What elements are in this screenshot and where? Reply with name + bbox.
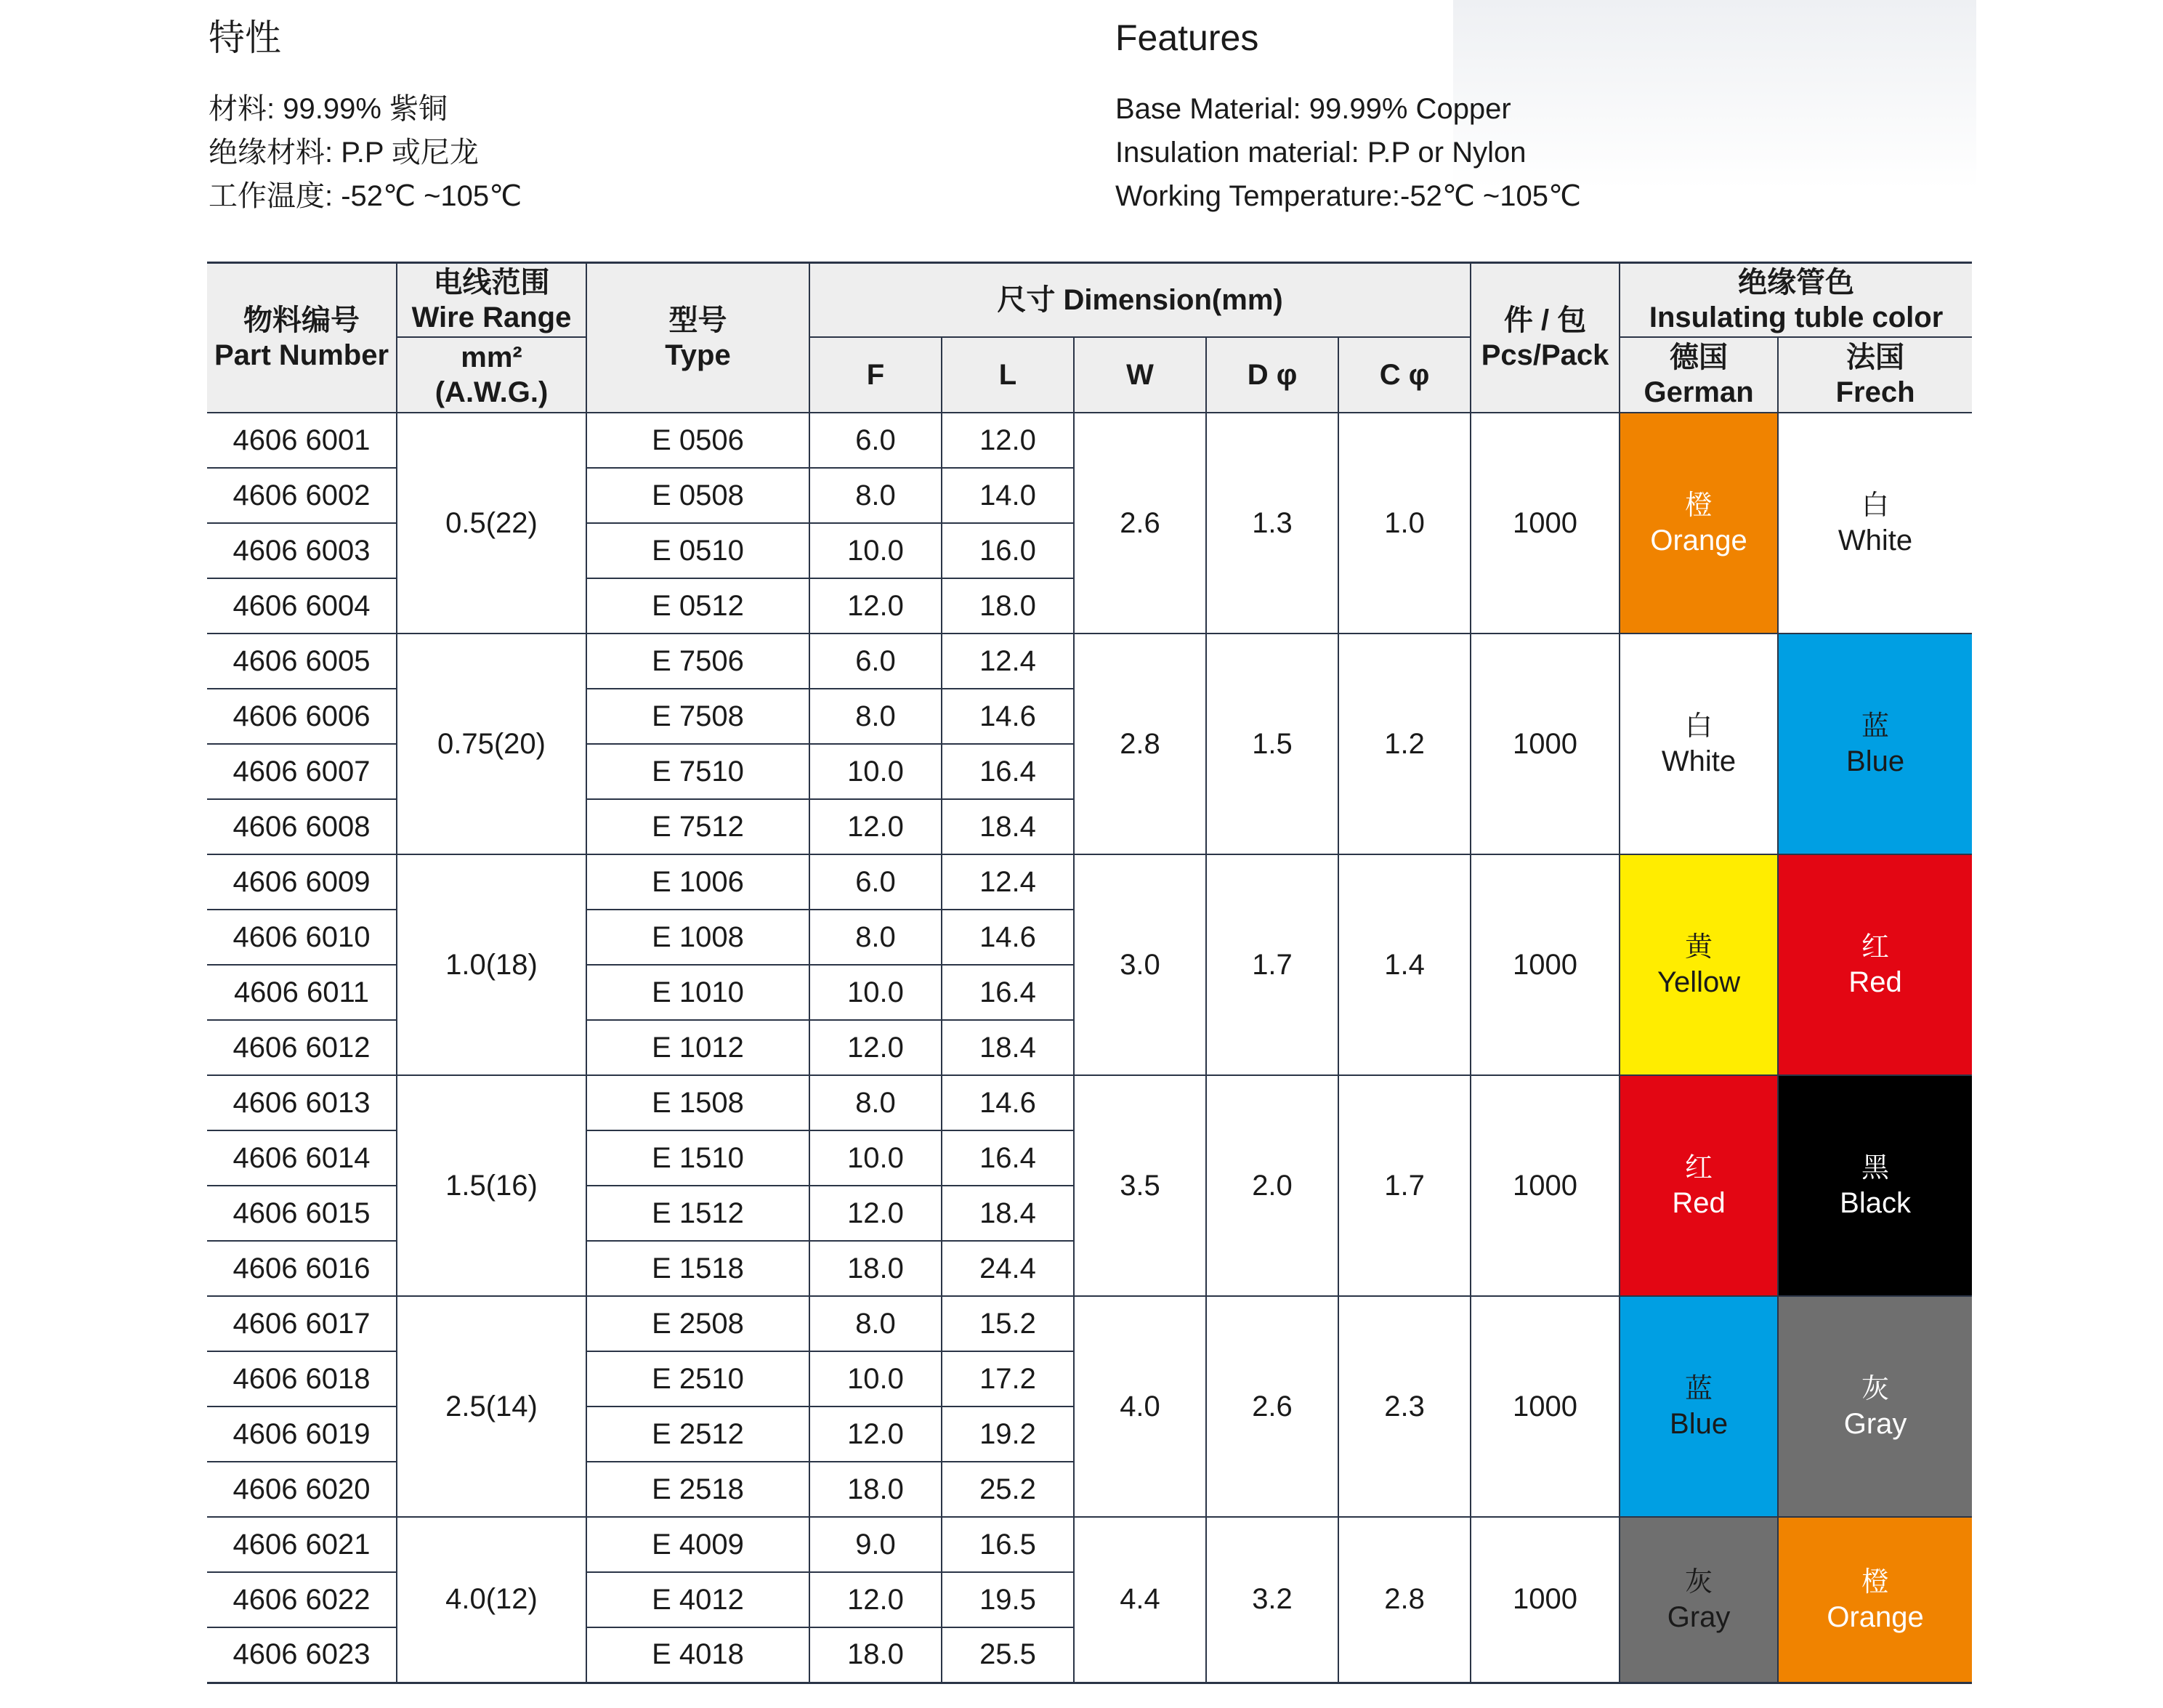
cell-dim-f: 6.0 [809,854,942,910]
cell-color-french [1778,634,1972,854]
color-name-cn: 黑 [1861,1153,1890,1183]
cell-type: E 1510 [586,1130,809,1186]
cell-type: E 0508 [586,468,809,523]
cell-wire-range: 4.0(12) [397,1517,586,1683]
cell-dim-l: 25.5 [942,1627,1074,1683]
cell-part-number: 4606 6005 [207,634,397,689]
header-insulating-color: 绝缘管色 Insulating tuble color [1620,263,1972,338]
cell-wire-range: 0.5(22) [397,413,586,634]
cell-dim-f: 10.0 [809,1130,942,1186]
cell-type: E 1006 [586,854,809,910]
cell-type: E 0506 [586,413,809,468]
cell-dim-d: 1.7 [1206,854,1338,1075]
color-name-cn: 灰 [1685,1566,1713,1598]
cell-dim-l: 14.6 [942,910,1074,965]
cell-dim-c: 1.7 [1338,1075,1471,1296]
cell-pcs-pack: 1000 [1471,1075,1620,1296]
color-name-cn: 红 [1861,932,1890,963]
header-part-number: 物料编号 Part Number [207,263,397,413]
cell-dim-l: 25.2 [942,1462,1074,1517]
color-name-en: White [1837,525,1913,556]
cell-color-german [1620,413,1778,634]
feature-line-material-cn: 材料: 99.99% 紫铜 [209,93,448,125]
color-name-en: Gray [1667,1600,1731,1633]
cell-dim-l: 14.0 [942,468,1074,523]
cell-part-number: 4606 6023 [207,1627,397,1683]
cell-dim-l: 19.2 [942,1407,1074,1462]
cell-part-number: 4606 6011 [207,965,397,1020]
header-wire-unit: mm² (A.W.G.) [397,337,586,413]
cell-part-number: 4606 6015 [207,1186,397,1241]
cell-dim-f: 18.0 [809,1627,942,1683]
cell-color-german [1620,1296,1778,1517]
cell-dim-l: 18.4 [942,1020,1074,1075]
cell-color-german [1620,854,1778,1075]
color-name-en: Gray [1843,1408,1907,1440]
feature-line-material-en: Base Material: 99.99% Copper [1115,93,1511,125]
cell-wire-range: 2.5(14) [397,1296,586,1517]
cell-dim-l: 17.2 [942,1351,1074,1407]
cell-dim-f: 18.0 [809,1241,942,1296]
header-dim-c: C φ [1338,337,1471,413]
header-dim-w: W [1074,337,1206,413]
cell-dim-d: 1.3 [1206,413,1338,634]
feature-line-insulation-cn: 绝缘材料: P.P 或尼龙 [209,137,479,169]
header-type: 型号 Type [586,263,809,413]
cell-dim-w: 2.8 [1074,634,1206,854]
cell-dim-c: 2.8 [1338,1517,1471,1683]
cell-color-french [1778,854,1972,1075]
cell-type: E 4009 [586,1517,809,1572]
cell-part-number: 4606 6008 [207,799,397,854]
cell-part-number: 4606 6007 [207,744,397,799]
cell-color-french [1778,1296,1972,1517]
cell-type: E 4012 [586,1572,809,1627]
color-name-en: Orange [1827,1600,1924,1633]
cell-dim-f: 12.0 [809,1020,942,1075]
cell-part-number: 4606 6016 [207,1241,397,1296]
cell-dim-w: 3.5 [1074,1075,1206,1296]
cell-pcs-pack: 1000 [1471,413,1620,634]
color-name-en: Red [1672,1187,1726,1219]
cell-type: E 1008 [586,910,809,965]
color-name-cn: 橙 [1861,1566,1890,1598]
cell-dim-l: 16.5 [942,1517,1074,1572]
cell-dim-w: 2.6 [1074,413,1206,634]
header-dim-f: F [809,337,942,413]
cell-dim-l: 19.5 [942,1572,1074,1627]
cell-dim-c: 2.3 [1338,1296,1471,1517]
color-name-en: White [1661,745,1737,777]
cell-part-number: 4606 6010 [207,910,397,965]
color-name-cn: 白 [1685,711,1713,742]
cell-dim-l: 12.4 [942,634,1074,689]
cell-dim-l: 18.0 [942,578,1074,634]
cell-part-number: 4606 6022 [207,1572,397,1627]
table-row [207,1517,1972,1572]
cell-dim-f: 10.0 [809,1351,942,1407]
cell-dim-f: 18.0 [809,1462,942,1517]
cell-part-number: 4606 6002 [207,468,397,523]
cell-dim-l: 24.4 [942,1241,1074,1296]
cell-dim-f: 12.0 [809,1572,942,1627]
cell-dim-f: 6.0 [809,413,942,468]
cell-dim-d: 3.2 [1206,1517,1338,1683]
cell-dim-w: 4.0 [1074,1296,1206,1517]
cell-part-number: 4606 6020 [207,1462,397,1517]
cell-dim-l: 16.4 [942,965,1074,1020]
cell-dim-f: 10.0 [809,523,942,578]
cell-type: E 7510 [586,744,809,799]
cell-type: E 1518 [586,1241,809,1296]
cell-type: E 2518 [586,1462,809,1517]
color-name-cn: 蓝 [1861,711,1890,742]
features-chinese [209,15,522,218]
cell-type: E 4018 [586,1627,809,1683]
header-wire-range: 电线范围 Wire Range [397,263,586,338]
cell-type: E 0512 [586,578,809,634]
cell-type: E 2512 [586,1407,809,1462]
cell-part-number: 4606 6019 [207,1407,397,1462]
table-row [207,1296,1972,1351]
cell-part-number: 4606 6013 [207,1075,397,1130]
features-title-en: Features [1115,17,1259,58]
header-german: 德国 German [1620,337,1778,413]
color-name-cn: 蓝 [1685,1374,1713,1404]
cell-type: E 7506 [586,634,809,689]
cell-dim-f: 12.0 [809,1186,942,1241]
header-french: 法国 Frech [1778,337,1972,413]
cell-dim-c: 1.0 [1338,413,1471,634]
cell-type: E 7508 [586,689,809,744]
cell-type: E 1010 [586,965,809,1020]
cell-dim-f: 8.0 [809,1296,942,1351]
cell-dim-f: 9.0 [809,1517,942,1572]
color-name-cn: 红 [1685,1153,1713,1183]
color-name-en: Red [1848,966,1902,998]
feature-line-temperature-cn: 工作温度: -52℃ ~105℃ [209,180,522,212]
cell-part-number: 4606 6017 [207,1296,397,1351]
cell-type: E 7512 [586,799,809,854]
cell-pcs-pack: 1000 [1471,854,1620,1075]
cell-color-french [1778,1517,1972,1683]
cell-dim-l: 12.4 [942,854,1074,910]
cell-part-number: 4606 6006 [207,689,397,744]
color-name-cn: 灰 [1861,1374,1890,1404]
cell-dim-c: 1.2 [1338,634,1471,854]
table-row [207,854,1972,910]
color-name-en: Blue [1846,745,1905,777]
cell-dim-l: 14.6 [942,689,1074,744]
cell-dim-c: 1.4 [1338,854,1471,1075]
cell-part-number: 4606 6003 [207,523,397,578]
cell-dim-f: 12.0 [809,578,942,634]
cell-type: E 1012 [586,1020,809,1075]
cell-dim-f: 8.0 [809,689,942,744]
cell-dim-f: 10.0 [809,744,942,799]
cell-wire-range: 1.5(16) [397,1075,586,1296]
header-dim-l: L [942,337,1074,413]
cell-color-german [1620,1517,1778,1683]
cell-dim-l: 12.0 [942,413,1074,468]
cell-dim-l: 16.4 [942,744,1074,799]
color-name-cn: 黄 [1685,932,1713,963]
cell-type: E 1508 [586,1075,809,1130]
cell-dim-w: 3.0 [1074,854,1206,1075]
cell-dim-f: 6.0 [809,634,942,689]
cell-color-german [1620,634,1778,854]
cell-pcs-pack: 1000 [1471,634,1620,854]
cell-type: E 2508 [586,1296,809,1351]
cell-dim-f: 12.0 [809,799,942,854]
cell-color-french [1778,413,1972,634]
cell-pcs-pack: 1000 [1471,1517,1620,1683]
table-row [207,634,1972,689]
cell-pcs-pack: 1000 [1471,1296,1620,1517]
cell-dim-w: 4.4 [1074,1517,1206,1683]
table-row [207,413,1972,468]
cell-dim-l: 14.6 [942,1075,1074,1130]
cell-part-number: 4606 6001 [207,413,397,468]
cell-dim-f: 8.0 [809,1075,942,1130]
cell-dim-l: 15.2 [942,1296,1074,1351]
feature-line-temperature-en: Working Temperature:-52℃ ~105℃ [1115,180,1581,212]
cell-dim-f: 10.0 [809,965,942,1020]
header-pcs-pack: 件 / 包 Pcs/Pack [1471,263,1620,413]
spec-table-body [207,413,1972,1683]
cell-dim-d: 2.0 [1206,1075,1338,1296]
feature-line-insulation-en: Insulation material: P.P or Nylon [1115,137,1527,169]
cell-wire-range: 1.0(18) [397,854,586,1075]
cell-type: E 0510 [586,523,809,578]
features-title-cn: 特性 [209,17,281,58]
table-row [207,1075,1972,1130]
color-name-en: Black [1840,1187,1911,1219]
cell-color-german [1620,1075,1778,1296]
cell-wire-range: 0.75(20) [397,634,586,854]
cell-color-french [1778,1075,1972,1296]
cell-dim-l: 18.4 [942,799,1074,854]
spec-table [207,262,1972,1684]
color-name-en: Blue [1670,1408,1729,1440]
color-name-cn: 白 [1861,490,1890,521]
cell-part-number: 4606 6014 [207,1130,397,1186]
cell-dim-l: 18.4 [942,1186,1074,1241]
cell-dim-l: 16.0 [942,523,1074,578]
color-name-en: Yellow [1657,966,1741,998]
cell-part-number: 4606 6009 [207,854,397,910]
color-name-en: Orange [1650,525,1747,556]
cell-type: E 1512 [586,1186,809,1241]
cell-part-number: 4606 6012 [207,1020,397,1075]
header-dim-d: D φ [1206,337,1338,413]
cell-part-number: 4606 6018 [207,1351,397,1407]
features-english [1115,15,1581,218]
spec-table-header [207,263,1972,413]
cell-dim-l: 16.4 [942,1130,1074,1186]
color-name-cn: 橙 [1685,490,1713,521]
cell-dim-f: 8.0 [809,468,942,523]
cell-dim-f: 12.0 [809,1407,942,1462]
cell-dim-d: 2.6 [1206,1296,1338,1517]
cell-part-number: 4606 6004 [207,578,397,634]
header-dimension: 尺寸 Dimension(mm) [809,263,1471,338]
cell-dim-d: 1.5 [1206,634,1338,854]
cell-part-number: 4606 6021 [207,1517,397,1572]
cell-dim-f: 8.0 [809,910,942,965]
cell-type: E 2510 [586,1351,809,1407]
